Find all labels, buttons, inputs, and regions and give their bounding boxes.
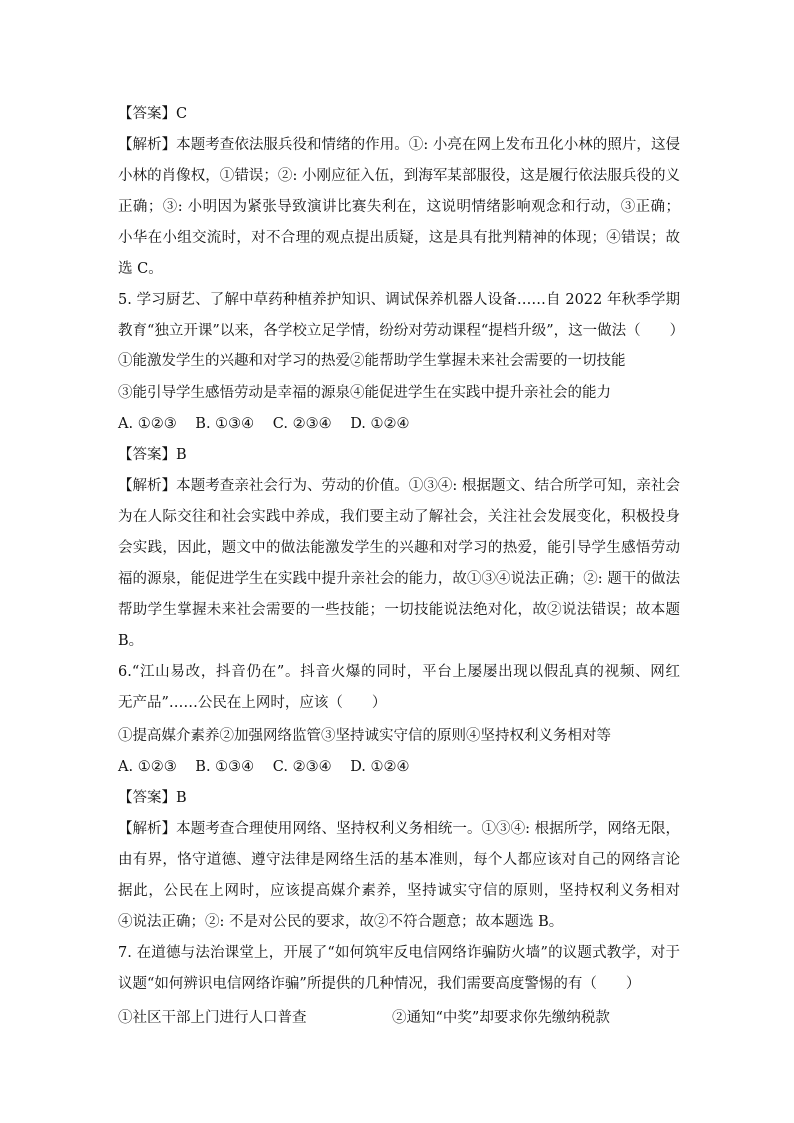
q5-stem-line-2: 教育“独立开课”以来，各学校立足学情，纷纷对劳动课程“提档升级”，这一做法（ ） <box>118 323 685 339</box>
q5-analysis-line-6: B。 <box>118 633 144 649</box>
q6-stem-line-1: 6.“江山易改，抖音仍在”。抖音火爆的同时，平台上屡屡出现以假乱真的视频、网红 <box>118 664 680 680</box>
q6-stem-line-2: 无产品”……公民在上网时，应该（ ） <box>118 695 387 711</box>
q5-answer: 【答案】B <box>118 447 187 463</box>
q4-analysis-line-1: 【解析】本题考查依法服兵役和情绪的作用。①: 小亮在网上发布丑化小林的照片，这侵 <box>118 137 680 153</box>
q5-analysis-line-4: 福的源泉，能促进学生在实践中提升亲社会的能力，故①③④说法正确；②: 题干的做法 <box>118 571 680 587</box>
q6-option-d: D. ①②④ <box>350 759 410 775</box>
q5-options <box>118 414 424 434</box>
q6-option-a: A. ①②③ <box>118 759 177 775</box>
q6-analysis-line-2: 由有界，恪守道德、遵守法律是网络生活的基本准则，每个人都应该对自己的网络言论 <box>118 852 680 868</box>
q5-option-b: B. ①③④ <box>195 416 255 432</box>
q6-item-line-1: ①提高媒介素养②加强网络监管③坚持诚实守信的原则④坚持权利义务相对等 <box>118 728 611 744</box>
q5-option-a: A. ①②③ <box>118 416 177 432</box>
q5-analysis-line-1: 【解析】本题考查亲社会行为、劳动的价值。①③④: 根据题文、结合所学可知，亲社会 <box>118 478 680 494</box>
q6-analysis-line-1: 【解析】本题考查合理使用网络、坚持权利义务相统一。①③④: 根据所学，网络无限， <box>118 821 680 837</box>
q7-stem-line-1: 7. 在道德与法治课堂上，开展了“如何筑牢反电信网络诈骗防火墙”的议题式教学，对于 <box>118 945 680 961</box>
q7-stem-line-2: 议题“如何辨识电信网络诈骗”所提供的几种情况，我们需要高度警惕的有（ ） <box>118 976 641 992</box>
q4-analysis-line-2: 小林的肖像权，①错误；②: 小刚应征入伍，到海军某部服役，这是履行依法服兵役的义 <box>118 168 680 184</box>
q6-options <box>118 757 424 777</box>
q5-item-line-1: ①能激发学生的兴趣和对学习的热爱②能帮助学生掌握未来社会需要的一切技能 <box>118 353 626 369</box>
q4-analysis-line-5: 选 C。 <box>118 261 163 277</box>
q5-stem-line-1: 5. 学习厨艺、了解中草药种植养护知识、调试保养机器人设备……自 2022 年秋季学期 <box>118 292 680 308</box>
q5-item-line-2: ③能引导学生感悟劳动是幸福的源泉④能促进学生在实践中提升亲社会的能力 <box>118 385 611 401</box>
q6-option-c: C. ②③④ <box>272 759 332 775</box>
q6-analysis-line-4: ④说法正确；②: 不是对公民的要求，故②不符合题意；故本题选 B。 <box>118 914 564 930</box>
q5-option-c: C. ②③④ <box>272 416 332 432</box>
q7-item-2: ②通知“中奖”却要求你先缴纳税款 <box>392 1010 610 1026</box>
q5-analysis-line-5: 帮助学生掌握未来社会需要的一些技能；一切技能说法绝对化，故②说法错误；故本题 <box>118 602 680 618</box>
q5-analysis-line-2: 为在人际交往和社会实践中养成，我们要主动了解社会，关注社会发展变化，积极投身 <box>118 509 680 525</box>
q5-analysis-line-3: 会实践，因此，题文中的做法能激发学生的兴趣和对学习的热爱，能引导学生感悟劳动 <box>118 540 680 556</box>
q4-analysis-line-4: 小华在小组交流时，对不合理的观点提出质疑，这是具有批判精神的体现；④错误；故 <box>118 230 680 246</box>
q6-answer: 【答案】B <box>118 790 187 806</box>
q6-option-b: B. ①③④ <box>195 759 255 775</box>
q7-item-1: ①社区干部上门进行人口普查 <box>118 1010 307 1026</box>
q4-analysis-line-3: 正确；③: 小明因为紧张导致演讲比赛失利在，这说明情绪影响观念和行动，③正确； <box>118 199 680 215</box>
q5-option-d: D. ①②④ <box>350 416 410 432</box>
q4-answer: 【答案】C <box>118 106 188 122</box>
q6-analysis-line-3: 据此，公民在上网时，应该提高媒介素养，坚持诚实守信的原则，坚持权利义务相对 <box>118 883 680 899</box>
